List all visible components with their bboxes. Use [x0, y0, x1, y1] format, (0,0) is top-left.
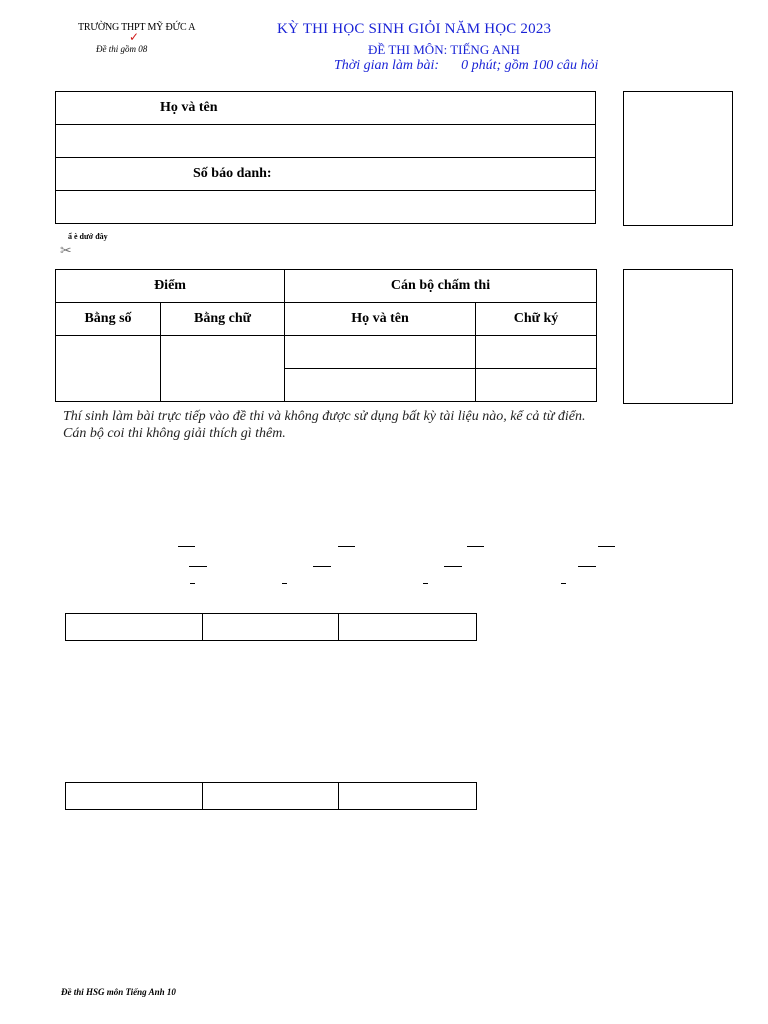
- id-label: Số báo danh:: [56, 158, 596, 191]
- grader-header: Cán bộ chấm thi: [285, 270, 597, 303]
- score-by-number-header: Bằng số: [56, 303, 161, 336]
- answer-cell[interactable]: [339, 783, 477, 810]
- page-count: Đề thi gồm 08: [96, 44, 148, 54]
- answer-blank: [467, 546, 484, 547]
- candidate-info-table: [55, 91, 596, 224]
- answer-cell[interactable]: [203, 783, 339, 810]
- check-mark-icon: ✓: [129, 30, 140, 44]
- answer-blank: [444, 566, 462, 567]
- stamp-box: [623, 269, 733, 404]
- grader-signature-field[interactable]: [476, 336, 597, 369]
- answer-blank: [189, 566, 207, 567]
- exam-subject: ĐỀ THI MÔN: TIẾNG ANH: [368, 42, 520, 57]
- school-name: TRƯỜNG THPT MỸ ĐỨC A: [78, 22, 196, 33]
- answer-tick: [423, 583, 428, 584]
- grader-name-field[interactable]: [285, 336, 476, 369]
- answer-tick: [282, 583, 287, 584]
- answer-table: [65, 782, 477, 810]
- answer-tick: [190, 583, 195, 584]
- exam-time: [334, 58, 598, 74]
- answer-tick: [561, 583, 566, 584]
- scissors-icon: ✂: [60, 244, 72, 259]
- score-table: [55, 269, 597, 402]
- instruction-line: Thí sinh làm bài trực tiếp vào đề thi và không được sử dụng bất kỳ tài liệu nào, kể cả từ điển.: [63, 409, 586, 424]
- id-field[interactable]: [56, 191, 596, 224]
- name-label: Họ và tên: [56, 92, 596, 125]
- score-header: Điểm: [56, 270, 285, 303]
- answer-table: [65, 613, 477, 641]
- score-number-field[interactable]: [56, 336, 161, 402]
- answer-blank: [313, 566, 331, 567]
- grader-signature-header: Chữ ký: [476, 303, 597, 336]
- photo-box: [623, 91, 733, 226]
- grader-signature-field[interactable]: [476, 369, 597, 402]
- answer-blank: [338, 546, 355, 547]
- instructions: [63, 408, 585, 442]
- cut-line-text: ẩ è dướ đây: [68, 232, 108, 241]
- grader-name-field[interactable]: [285, 369, 476, 402]
- score-by-words-header: Bằng chữ: [161, 303, 285, 336]
- score-words-field[interactable]: [161, 336, 285, 402]
- answer-blank: [178, 546, 195, 547]
- name-field[interactable]: [56, 125, 596, 158]
- answer-blank: [598, 546, 615, 547]
- answer-cell[interactable]: [66, 614, 203, 641]
- answer-blank: [578, 566, 596, 567]
- answer-cell[interactable]: [203, 614, 339, 641]
- grader-name-header: Họ và tên: [285, 303, 476, 336]
- answer-cell[interactable]: [66, 783, 203, 810]
- exam-title: KỲ THI HỌC SINH GIỎI NĂM HỌC 2023: [277, 21, 552, 37]
- exam-time-prefix: Thời gian làm bài:: [334, 58, 440, 73]
- answer-cell[interactable]: [339, 614, 477, 641]
- exam-time-suffix: 0 phút; gồm 100 câu hỏi: [461, 58, 599, 73]
- instruction-line: Cán bộ coi thi không giải thích gì thêm.: [63, 426, 286, 441]
- page-footer: Đề thi HSG môn Tiếng Anh 10: [61, 987, 176, 997]
